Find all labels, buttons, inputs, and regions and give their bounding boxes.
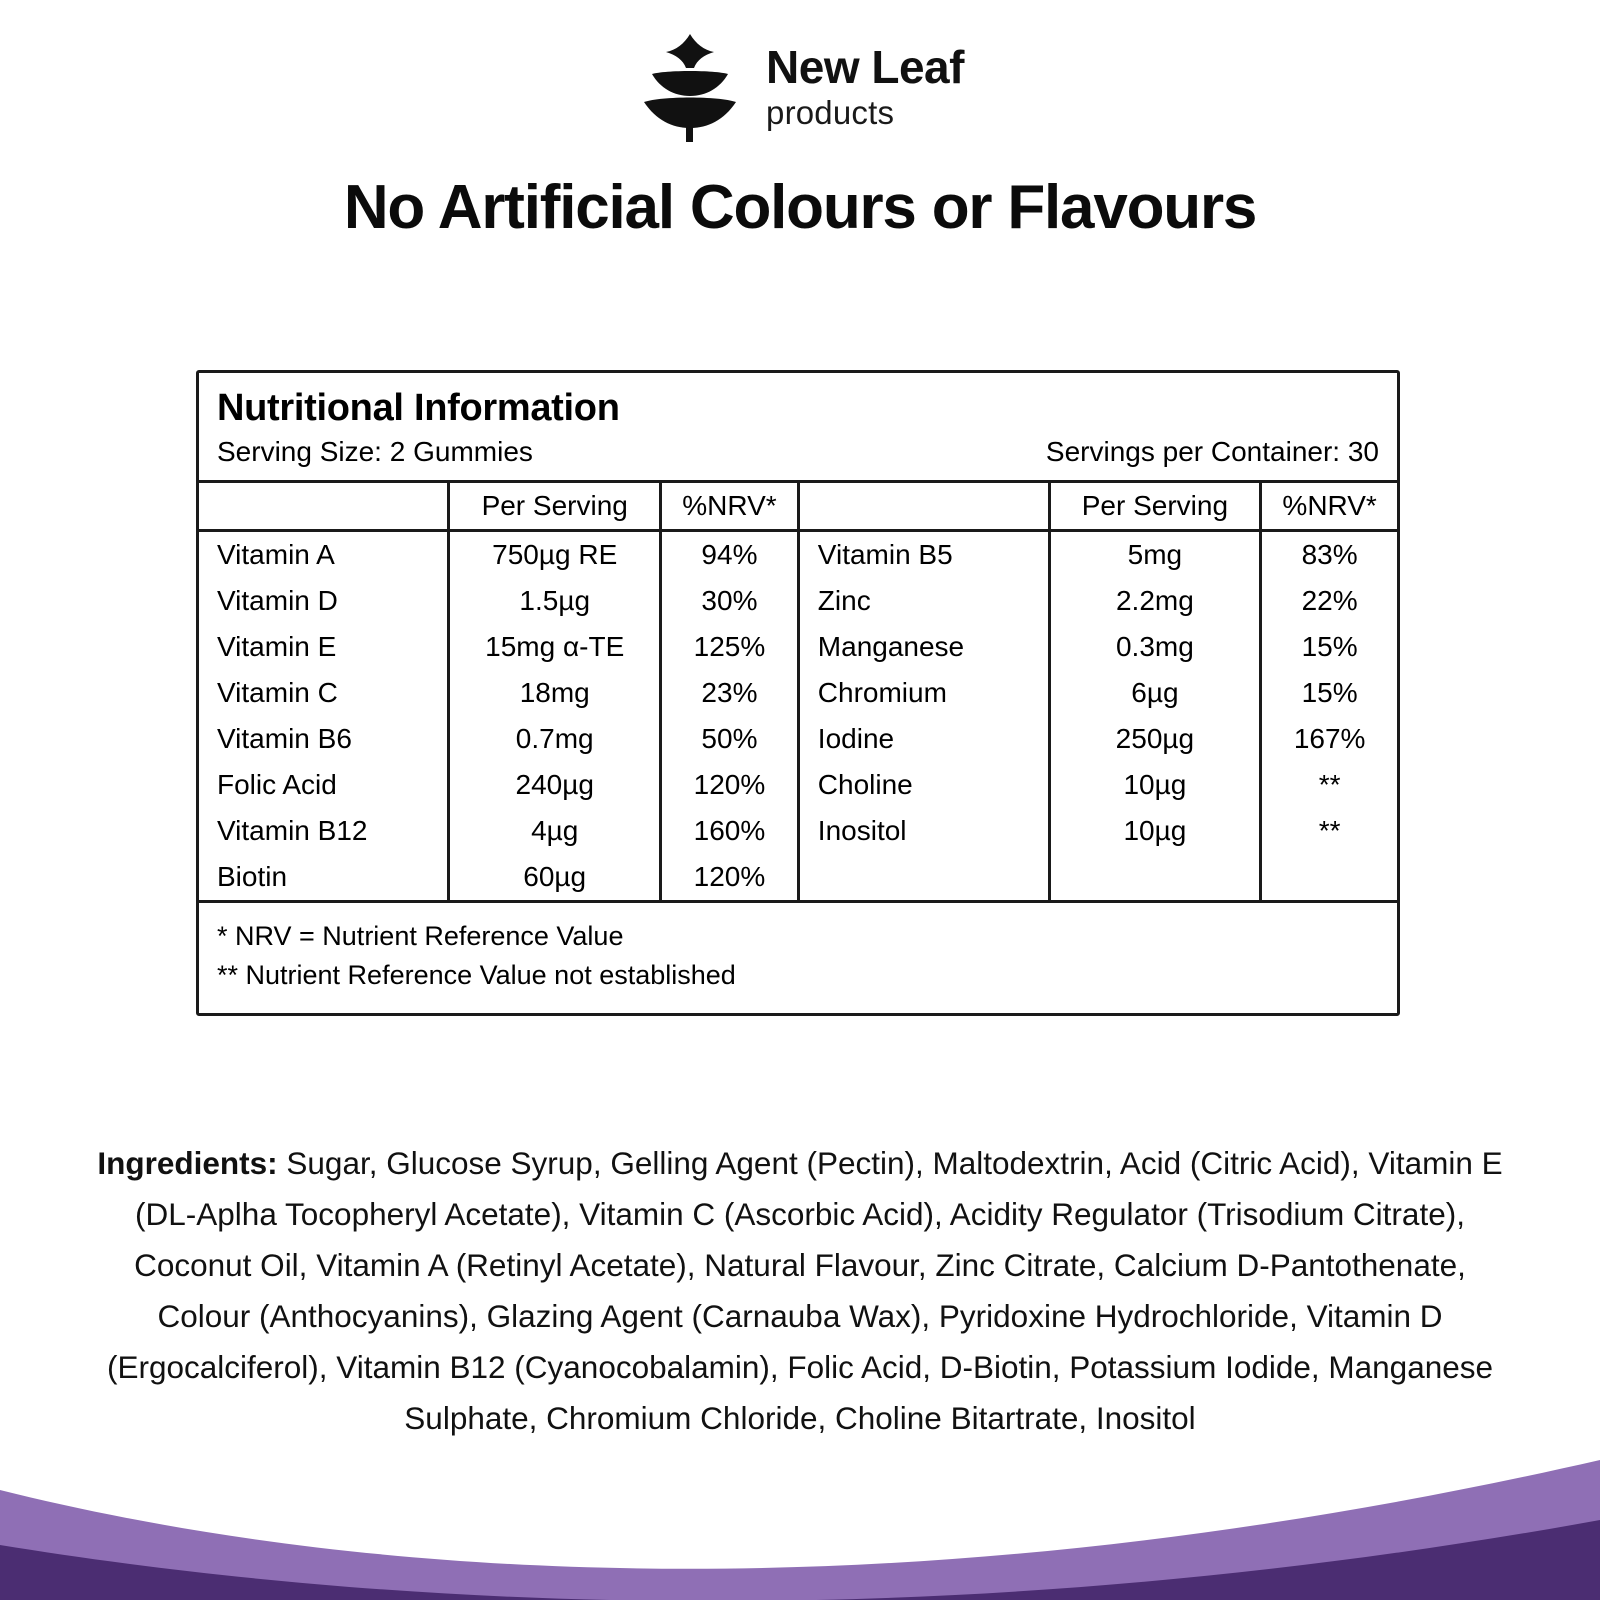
header-nrv-right: %NRV* [1261,483,1397,531]
nutrient-nrv: 15% [1261,670,1397,716]
nutrient-nrv: 15% [1261,624,1397,670]
nutrient-amount: 0.3mg [1049,624,1261,670]
table-row [199,808,1397,854]
nutrient-amount: 750µg RE [449,531,661,579]
brand-logo [0,0,1600,131]
nutrient-amount: 250µg [1049,716,1261,762]
header-blank-left [199,483,449,531]
nutrient-nrv [1261,854,1397,900]
table-row [199,762,1397,808]
table-header-row [199,483,1397,531]
table-row [199,854,1397,900]
table-row [199,578,1397,624]
nutrient-name: Folic Acid [217,769,337,800]
nutrient-amount: 18mg [449,670,661,716]
nutrient-nrv: 125% [661,624,799,670]
nutrient-name: Vitamin B5 [798,531,1049,579]
header-nrv-left: %NRV* [661,483,799,531]
nutrient-name: Chromium [798,670,1049,716]
nutrient-amount: 4µg [449,808,661,854]
nutrient-amount: 10µg [1049,762,1261,808]
nutrient-amount: 240µg [449,762,661,808]
nutrient-amount: 2.2mg [1049,578,1261,624]
serving-info-row [199,432,1397,480]
table-row [199,531,1397,579]
nutrient-nrv: 94% [661,531,799,579]
nutrient-nrv: 120% [661,762,799,808]
table-row [199,716,1397,762]
nutrient-nrv: 30% [661,578,799,624]
nutrient-nrv: 83% [1261,531,1397,579]
nutrient-name: Choline [798,762,1049,808]
header-per-serving-left: Per Serving [449,483,661,531]
footnotes [199,903,1397,1013]
nutrient-name: Biotin [217,861,288,892]
nutrient-name: Manganese [798,624,1049,670]
nutrient-nrv: ** [1261,808,1397,854]
nutrient-nrv: 22% [1261,578,1397,624]
nutrient-name: Vitamin A [217,539,335,570]
nutrient-amount [1049,854,1261,900]
nutrient-amount: 60µg [449,854,661,900]
servings-per-container: Servings per Container: 30 [1045,436,1379,467]
brand-name: New Leaf [766,40,964,93]
table-row [199,670,1397,716]
nutrient-amount: 15mg α-TE [449,624,661,670]
footnote-nrv: * NRV = Nutrient Reference Value [217,921,624,951]
brand-subtitle: products [766,93,895,131]
nutrient-nrv: 160% [661,808,799,854]
nutrient-name: Iodine [798,716,1049,762]
nutrient-name: Vitamin E [217,631,337,662]
header-per-serving-right: Per Serving [1049,483,1261,531]
table-row [199,624,1397,670]
nutrition-table [199,483,1397,900]
ingredients-label: Ingredients: [97,1145,278,1181]
nutrient-nrv: 167% [1261,716,1397,762]
nutrient-name: Inositol [798,808,1049,854]
leaf-tree-icon [636,30,744,142]
footnote-not-established: ** Nutrient Reference Value not established [217,960,736,991]
page-title: No Artificial Colours or Flavours [343,173,1257,242]
nutrient-amount: 0.7mg [449,716,661,762]
nutrient-nrv: 23% [661,670,799,716]
serving-size: Serving Size: 2 Gummies [217,436,533,467]
nutrient-name: Vitamin C [217,677,338,708]
nutrient-nrv: 120% [661,854,799,900]
nutrient-amount: 10µg [1049,808,1261,854]
nutrient-name [798,854,1049,900]
ingredients-text: Sugar, Glucose Syrup, Gelling Agent (Pectin), Maltodextrin, Acid (Citric Acid), Vitamin E (DL-Aplha Tocopheryl Acetate), Vitamin C (Ascorbic Acid), Acidity Regulator (Trisodium Citrate), Coconut Oil, Vitamin A (Retinyl Acetate), Natural Flavour, Zinc Citrate, Calcium D-Pantothenate, Colour (Anthocyanins), Glazing Agent (Carnauba Wax), Pyridoxine Hydrochloride, Vitamin D (Ergocalciferol), Vitamin B12 (Cyanocobalamin), Folic Acid, D-Biotin, Potassium Iodide, Manganese Sulphate, Chromium Chloride, Choline Bitartrate, Inositol [106,1145,1503,1437]
nutrient-amount: 6µg [1049,670,1261,716]
header-blank-right [798,483,1049,531]
nutrient-amount: 5mg [1049,531,1261,579]
ingredients-block [88,1138,1512,1444]
nutrient-nrv: 50% [661,716,799,762]
nutrient-nrv: ** [1261,762,1397,808]
nutrient-amount: 1.5µg [449,578,661,624]
nutrition-panel-title: Nutritional Information [217,387,620,429]
nutrient-name: Vitamin D [217,585,338,616]
brand-wordmark [766,40,964,131]
nutrient-name: Vitamin B12 [217,815,368,846]
nutrition-panel [196,370,1400,1016]
nutrient-name: Zinc [798,578,1049,624]
nutrient-name: Vitamin B6 [217,723,352,754]
